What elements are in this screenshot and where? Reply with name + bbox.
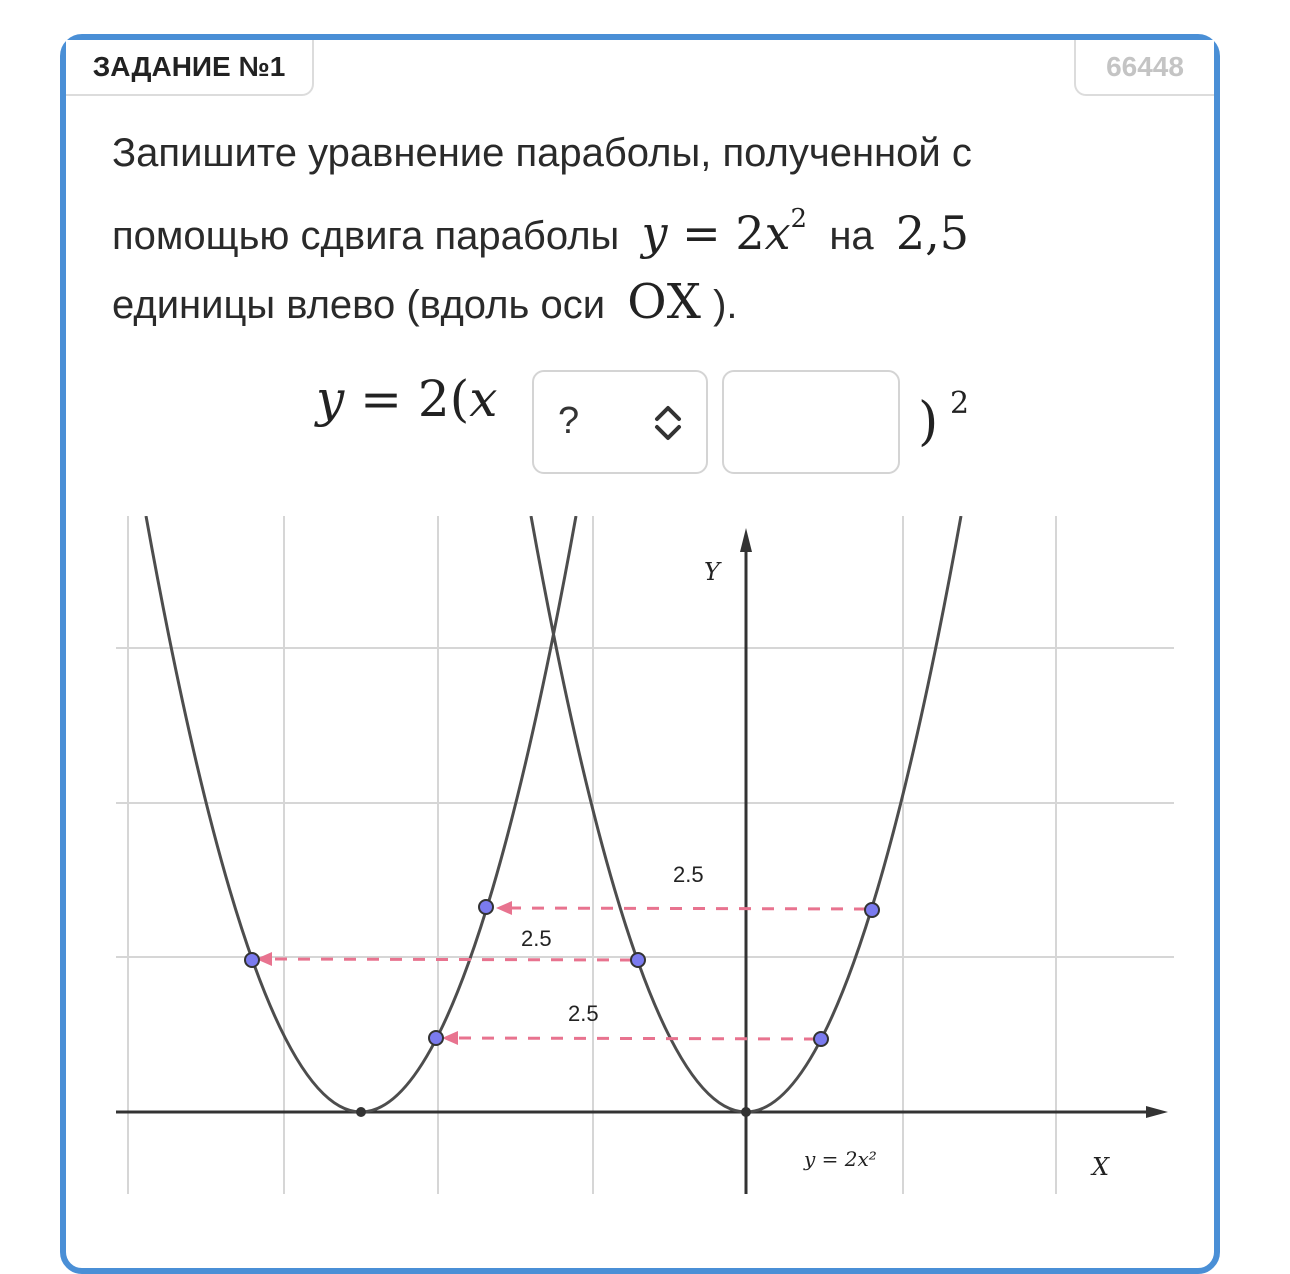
question-on-word: на [829, 214, 874, 258]
sign-select-value: ? [558, 400, 580, 442]
question-line-1: Запишите уравнение параболы, полученной с [112, 131, 972, 175]
shift-number-input[interactable] [722, 370, 900, 474]
point-original-top [865, 903, 879, 917]
vertex-original [741, 1107, 751, 1117]
task-number-badge: ЗАДАНИЕ №1 [66, 40, 314, 96]
shift-arrow-middle [266, 959, 632, 960]
question-line-3 [112, 269, 1132, 338]
question-line-2 [112, 186, 1132, 269]
question-line-2-text: помощью сдвига параболы [112, 214, 620, 258]
curve-label: y = 2x² [804, 1147, 877, 1171]
parabola-graph [116, 516, 1186, 1226]
x-axis-arrow [1146, 1106, 1168, 1118]
question-text [112, 120, 1132, 338]
grid [116, 516, 1174, 1194]
arrow-head-bottom [442, 1031, 458, 1045]
shift-arrow-bottom [452, 1038, 816, 1039]
arrow-label-bottom: 2.5 [568, 1001, 599, 1026]
closing-paren: ) [918, 392, 939, 452]
shift-value: 2,5 [895, 206, 970, 260]
y-axis-arrow [740, 528, 752, 552]
axes [116, 528, 1168, 1194]
arrow-label-middle: 2.5 [521, 926, 552, 951]
arrow-head-top [496, 901, 512, 915]
point-original-bottom [814, 1032, 828, 1046]
task-id-badge: 66448 [1074, 40, 1214, 96]
parabola-shifted [146, 516, 576, 1112]
axis-name: OX [627, 274, 702, 330]
point-original-middle [631, 953, 645, 967]
sign-select[interactable] [532, 370, 708, 474]
question-line-3-end: ). [713, 283, 738, 327]
y-axis-label: Y [704, 558, 720, 586]
answer-equation-prefix: y = 2(x [316, 370, 498, 428]
vertex-shifted [356, 1107, 366, 1117]
answer-exponent: 2 [950, 386, 970, 421]
x-axis-label: X [1092, 1153, 1110, 1181]
point-shifted-bottom [429, 1031, 443, 1045]
arrow-label-top: 2.5 [673, 862, 704, 887]
task-card [60, 34, 1220, 1274]
question-line-3-text: единицы влево (вдоль оси [112, 283, 606, 327]
chevron-up-down-icon [648, 400, 688, 446]
formula-original: $y = 2x^2$ [641, 204, 808, 260]
point-shifted-middle [245, 953, 259, 967]
point-shifted-top [479, 900, 493, 914]
shift-arrow-top [508, 908, 866, 909]
